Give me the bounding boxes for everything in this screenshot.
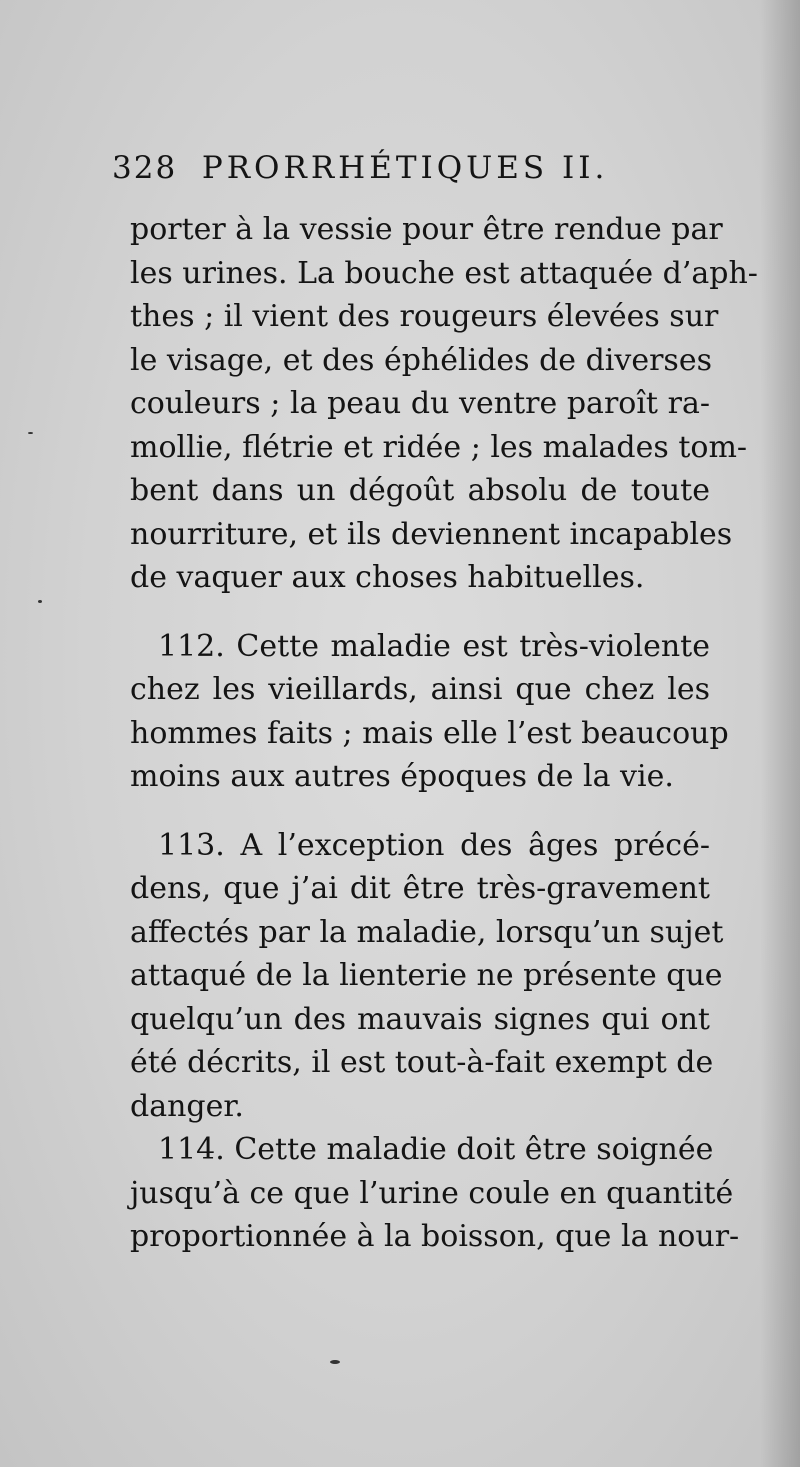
paper-speck: [28, 432, 33, 434]
text-line: 113. A l’exception des âges précé-: [158, 827, 710, 863]
text-line: proportionnée à la boisson, que la nour-: [130, 1219, 740, 1254]
text-line: 114. Cette maladie doit être soignée: [158, 1132, 714, 1167]
text-line: moins aux autres époques de la vie.: [130, 759, 674, 794]
text-line: quelqu’un des mauvais signes qui ont: [130, 1001, 710, 1037]
text-line: 112. Cette maladie est très-violente: [158, 628, 710, 664]
text-line: été décrits, il est tout-à-fait exempt de: [130, 1045, 714, 1080]
text-line: attaqué de la lienterie ne présente que: [130, 958, 723, 993]
paragraph-112: [130, 625, 729, 799]
text-line: mollie, flétrie et ridée ; les malades tom-: [130, 429, 748, 465]
paragraph-continuation: [130, 208, 758, 600]
text-line: dens, que j’ai dit être très-gravement: [130, 871, 710, 906]
paragraph-113: [130, 824, 724, 1129]
page-header: [112, 150, 712, 198]
body-text: [130, 208, 758, 1259]
text-line: le visage, et des éphélides de diverses: [130, 342, 712, 378]
paragraph-gap: [130, 799, 710, 824]
page-number: 328: [112, 150, 178, 186]
text-line: jusqu’à ce que l’urine coule en quantité: [130, 1175, 734, 1211]
paper-speck: [330, 1360, 340, 1364]
page-edge-shadow: [760, 0, 800, 1467]
text-line: les urines. La bouche est attaquée d’aph-: [130, 255, 758, 291]
text-line: chez les vieillards, ainsi que chez les: [130, 672, 710, 707]
text-line: bent dans un dégoût absolu de toute: [130, 473, 710, 508]
text-line: nourriture, et ils deviennent incapables: [130, 516, 733, 552]
text-line: couleurs ; la peau du ventre paroît ra-: [130, 386, 710, 421]
paragraph-gap: [130, 600, 710, 625]
text-line: danger.: [130, 1088, 244, 1124]
text-line: hommes faits ; mais elle l’est beaucoup: [130, 715, 729, 751]
paper-speck: [38, 600, 42, 603]
text-line: affectés par la maladie, lorsqu’un sujet: [130, 914, 724, 950]
running-title: PRORRHÉTIQUES II.: [201, 150, 609, 186]
text-line: porter à la vessie pour être rendue par: [130, 212, 723, 247]
paragraph-114: [130, 1128, 740, 1259]
text-line: de vaquer aux choses habituelles.: [130, 560, 645, 595]
text-line: thes ; il vient des rougeurs élevées sur: [130, 299, 719, 334]
